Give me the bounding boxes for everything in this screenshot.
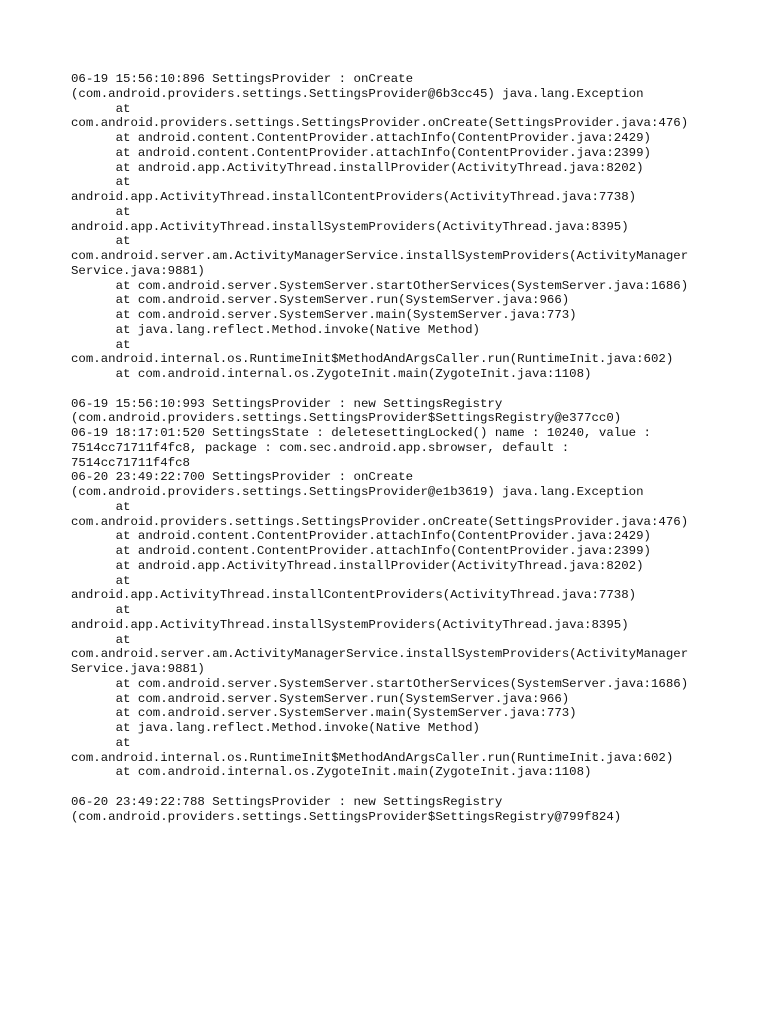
log-line: 06-20 23:49:22:788 SettingsProvider : new SettingsRegistry (71, 794, 503, 809)
blank-line (71, 382, 711, 397)
log-line: at com.android.server.SystemServer.startOtherServices(SystemServer.java:1686) (71, 278, 689, 293)
log-line: at (71, 603, 131, 617)
log-line: at android.content.ContentProvider.attachInfo(ContentProvider.java:2399) (71, 544, 651, 558)
log-line: 06-19 18:17:01:520 SettingsState : deletesettingLocked() name : 10240, value : (71, 426, 651, 440)
log-line: at (71, 234, 131, 249)
log-line: at (71, 735, 131, 750)
log-line: (com.android.providers.settings.SettingsProvider$SettingsRegistry@799f824) (71, 809, 622, 824)
log-line: Service.java:9881) (71, 263, 205, 278)
log-line: com.android.internal.os.RuntimeInit$MethodAndArgsCaller.run(RuntimeInit.java:602) (71, 352, 674, 367)
log-line: at (71, 337, 131, 352)
log-line: com.android.server.am.ActivityManagerService.installSystemProviders(ActivityManager (71, 647, 689, 662)
log-line: com.android.server.am.ActivityManagerService.installSystemProviders(ActivityManager (71, 249, 689, 263)
log-line: at com.android.server.SystemServer.run(SystemServer.java:966) (71, 293, 570, 308)
log-line: at (71, 499, 131, 514)
log-line: at com.android.internal.os.ZygoteInit.main(ZygoteInit.java:1108) (71, 367, 592, 381)
log-line: at (71, 175, 131, 190)
log-line: (com.android.providers.settings.SettingsProvider$SettingsRegistry@e377cc0) (71, 411, 622, 426)
log-line: 06-20 23:49:22:700 SettingsProvider : onCreate (71, 470, 414, 485)
log-line: (com.android.providers.settings.SettingsProvider@e1b3619) java.lang.Exception (71, 485, 644, 499)
log-line: com.android.internal.os.RuntimeInit$MethodAndArgsCaller.run(RuntimeInit.java:602) (71, 750, 674, 765)
log-line: at java.lang.reflect.Method.invoke(Native Method) (71, 322, 480, 337)
log-line: 06-19 15:56:10:993 SettingsProvider : new SettingsRegistry (71, 396, 503, 411)
blank-line (71, 780, 711, 795)
log-line: android.app.ActivityThread.installSystemProviders(ActivityThread.java:8395) (71, 219, 629, 234)
log-line: android.app.ActivityThread.installContentProviders(ActivityThread.java:7738) (71, 588, 637, 603)
log-line: at (71, 632, 131, 647)
log-line: at android.app.ActivityThread.installProvider(ActivityThread.java:8202) (71, 558, 644, 573)
log-line: at com.android.server.SystemServer.main(SystemServer.java:773) (71, 706, 577, 721)
log-text-body (71, 72, 711, 824)
log-line: at (71, 573, 131, 588)
log-line: at android.content.ContentProvider.attachInfo(ContentProvider.java:2429) (71, 529, 651, 544)
log-line: at android.app.ActivityThread.installProvider(ActivityThread.java:8202) (71, 160, 644, 175)
log-line: 06-19 15:56:10:896 SettingsProvider : onCreate (71, 72, 414, 86)
log-line: 7514cc71711f4fc8 (71, 455, 190, 470)
log-line: at com.android.server.SystemServer.startOtherServices(SystemServer.java:1686) (71, 676, 689, 691)
log-line: at com.android.server.SystemServer.run(SystemServer.java:966) (71, 691, 570, 706)
log-line: at android.content.ContentProvider.attachInfo(ContentProvider.java:2399) (71, 145, 651, 160)
log-line: com.android.providers.settings.SettingsProvider.onCreate(SettingsProvider.java:476) (71, 116, 689, 131)
log-line: at com.android.server.SystemServer.main(SystemServer.java:773) (71, 308, 577, 322)
log-line: android.app.ActivityThread.installContentProviders(ActivityThread.java:7738) (71, 190, 637, 204)
log-line: (com.android.providers.settings.SettingsProvider@6b3cc45) java.lang.Exception (71, 86, 644, 101)
log-line: at java.lang.reflect.Method.invoke(Native Method) (71, 721, 480, 735)
log-line: android.app.ActivityThread.installSystemProviders(ActivityThread.java:8395) (71, 617, 629, 632)
log-line: com.android.providers.settings.SettingsProvider.onCreate(SettingsProvider.java:476) (71, 514, 689, 529)
log-line: at com.android.internal.os.ZygoteInit.main(ZygoteInit.java:1108) (71, 765, 592, 780)
log-line: at (71, 101, 131, 116)
log-line: Service.java:9881) (71, 662, 205, 676)
log-line: 7514cc71711f4fc8, package : com.sec.android.app.sbrowser, default : (71, 440, 570, 455)
log-line: at (71, 204, 131, 219)
log-line: at android.content.ContentProvider.attachInfo(ContentProvider.java:2429) (71, 131, 651, 145)
